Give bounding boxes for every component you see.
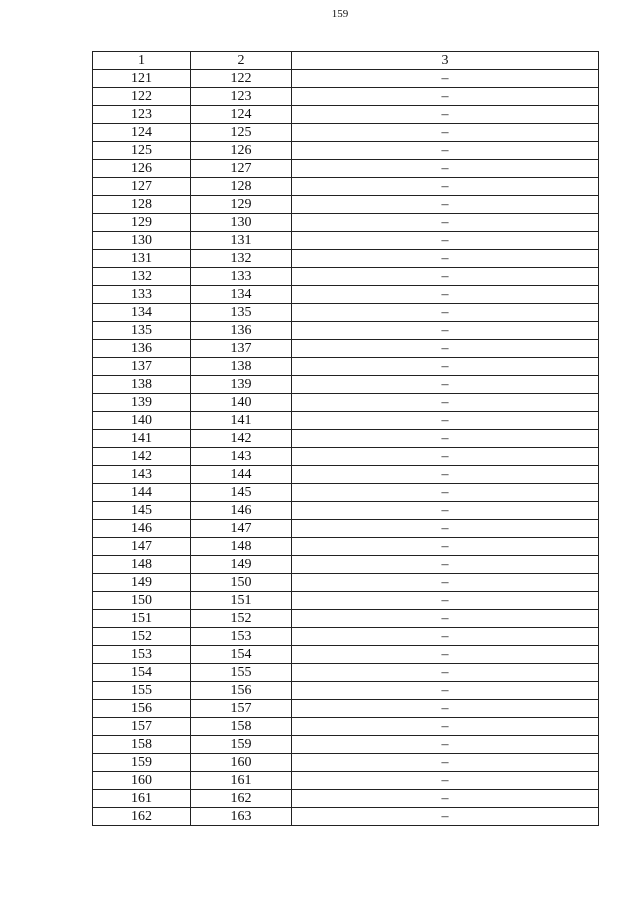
table-row xyxy=(93,574,599,592)
table-cell-col-2: 151 xyxy=(191,592,292,610)
table-cell-col-1: 146 xyxy=(93,520,191,538)
table-row xyxy=(93,70,599,88)
table-cell-col-2: 133 xyxy=(191,268,292,286)
table-cell-col-3: – xyxy=(292,214,599,232)
table-cell-col-3: – xyxy=(292,790,599,808)
table-cell-col-3: – xyxy=(292,628,599,646)
table-cell-col-1: 157 xyxy=(93,718,191,736)
table-cell-col-1: 158 xyxy=(93,736,191,754)
table-cell-col-1: 122 xyxy=(93,88,191,106)
table-cell-col-3: – xyxy=(292,700,599,718)
table-cell-col-3: – xyxy=(292,484,599,502)
table-cell-col-3: – xyxy=(292,610,599,628)
table-cell-col-2: 124 xyxy=(191,106,292,124)
table-cell-col-3: – xyxy=(292,178,599,196)
table-cell-col-3: – xyxy=(292,520,599,538)
table-row xyxy=(93,664,599,682)
table-cell-col-2: 162 xyxy=(191,790,292,808)
table-row xyxy=(93,250,599,268)
table-cell-col-1: 156 xyxy=(93,700,191,718)
table-row xyxy=(93,430,599,448)
table-row xyxy=(93,106,599,124)
table-row xyxy=(93,394,599,412)
table-cell-col-3: – xyxy=(292,664,599,682)
table-cell-col-3: – xyxy=(292,430,599,448)
table-row xyxy=(93,484,599,502)
table-cell-col-2: 145 xyxy=(191,484,292,502)
column-header-3: 3 xyxy=(292,52,599,70)
table-cell-col-2: 135 xyxy=(191,304,292,322)
table-row xyxy=(93,178,599,196)
table-cell-col-3: – xyxy=(292,124,599,142)
table-row xyxy=(93,304,599,322)
table-cell-col-2: 127 xyxy=(191,160,292,178)
table-row xyxy=(93,376,599,394)
table-cell-col-2: 126 xyxy=(191,142,292,160)
table-cell-col-1: 153 xyxy=(93,646,191,664)
table-cell-col-3: – xyxy=(292,268,599,286)
table-cell-col-1: 148 xyxy=(93,556,191,574)
table-cell-col-2: 131 xyxy=(191,232,292,250)
table-cell-col-1: 161 xyxy=(93,790,191,808)
table-cell-col-1: 123 xyxy=(93,106,191,124)
table-cell-col-3: – xyxy=(292,646,599,664)
table-row xyxy=(93,538,599,556)
table-row xyxy=(93,700,599,718)
table-cell-col-1: 152 xyxy=(93,628,191,646)
table-cell-col-1: 130 xyxy=(93,232,191,250)
table-cell-col-1: 162 xyxy=(93,808,191,826)
table-cell-col-2: 138 xyxy=(191,358,292,376)
table-row xyxy=(93,232,599,250)
table-cell-col-3: – xyxy=(292,394,599,412)
table-cell-col-2: 137 xyxy=(191,340,292,358)
table-row xyxy=(93,358,599,376)
data-table xyxy=(92,51,599,826)
table-cell-col-3: – xyxy=(292,466,599,484)
table-cell-col-3: – xyxy=(292,754,599,772)
table-cell-col-3: – xyxy=(292,106,599,124)
table-cell-col-3: – xyxy=(292,196,599,214)
table-cell-col-1: 139 xyxy=(93,394,191,412)
table-row xyxy=(93,736,599,754)
table-cell-col-2: 157 xyxy=(191,700,292,718)
table-cell-col-2: 148 xyxy=(191,538,292,556)
table-cell-col-1: 160 xyxy=(93,772,191,790)
table-row xyxy=(93,286,599,304)
table-cell-col-3: – xyxy=(292,682,599,700)
table-cell-col-1: 147 xyxy=(93,538,191,556)
table-body xyxy=(93,70,599,826)
table-row xyxy=(93,214,599,232)
table-cell-col-1: 127 xyxy=(93,178,191,196)
table-cell-col-3: – xyxy=(292,232,599,250)
table-cell-col-2: 144 xyxy=(191,466,292,484)
table-row xyxy=(93,340,599,358)
table-cell-col-3: – xyxy=(292,322,599,340)
table-cell-col-2: 123 xyxy=(191,88,292,106)
table-row xyxy=(93,610,599,628)
table-cell-col-1: 131 xyxy=(93,250,191,268)
table-cell-col-3: – xyxy=(292,358,599,376)
table-row xyxy=(93,196,599,214)
table-cell-col-2: 152 xyxy=(191,610,292,628)
table-cell-col-2: 132 xyxy=(191,250,292,268)
table-cell-col-1: 136 xyxy=(93,340,191,358)
table-cell-col-2: 128 xyxy=(191,178,292,196)
table-cell-col-1: 140 xyxy=(93,412,191,430)
table-cell-col-1: 151 xyxy=(93,610,191,628)
table-row xyxy=(93,718,599,736)
table-row xyxy=(93,466,599,484)
table-cell-col-1: 141 xyxy=(93,430,191,448)
table-cell-col-3: – xyxy=(292,250,599,268)
table-cell-col-2: 150 xyxy=(191,574,292,592)
column-header-1: 1 xyxy=(93,52,191,70)
table-cell-col-3: – xyxy=(292,88,599,106)
table-cell-col-2: 143 xyxy=(191,448,292,466)
table-row xyxy=(93,682,599,700)
table-cell-col-1: 134 xyxy=(93,304,191,322)
table-cell-col-3: – xyxy=(292,70,599,88)
table-row xyxy=(93,448,599,466)
table-row xyxy=(93,88,599,106)
table-cell-col-1: 150 xyxy=(93,592,191,610)
table-cell-col-2: 140 xyxy=(191,394,292,412)
table-cell-col-1: 137 xyxy=(93,358,191,376)
table-cell-col-2: 125 xyxy=(191,124,292,142)
table-cell-col-3: – xyxy=(292,412,599,430)
table-row xyxy=(93,772,599,790)
table-row xyxy=(93,160,599,178)
table-cell-col-1: 145 xyxy=(93,502,191,520)
table-row xyxy=(93,556,599,574)
table-cell-col-3: – xyxy=(292,772,599,790)
table-row xyxy=(93,502,599,520)
table-cell-col-3: – xyxy=(292,808,599,826)
table-cell-col-1: 124 xyxy=(93,124,191,142)
table-cell-col-2: 159 xyxy=(191,736,292,754)
table-cell-col-2: 146 xyxy=(191,502,292,520)
table-cell-col-1: 149 xyxy=(93,574,191,592)
table-cell-col-3: – xyxy=(292,286,599,304)
table-row xyxy=(93,142,599,160)
table-row xyxy=(93,754,599,772)
table-cell-col-2: 141 xyxy=(191,412,292,430)
table-cell-col-2: 160 xyxy=(191,754,292,772)
table-cell-col-2: 134 xyxy=(191,286,292,304)
table-cell-col-1: 128 xyxy=(93,196,191,214)
table-cell-col-3: – xyxy=(292,142,599,160)
table-cell-col-2: 163 xyxy=(191,808,292,826)
table-cell-col-2: 139 xyxy=(191,376,292,394)
table-cell-col-2: 158 xyxy=(191,718,292,736)
table-cell-col-1: 133 xyxy=(93,286,191,304)
table-cell-col-2: 153 xyxy=(191,628,292,646)
table-header xyxy=(93,52,599,70)
table-cell-col-3: – xyxy=(292,376,599,394)
table-cell-col-2: 122 xyxy=(191,70,292,88)
table-cell-col-2: 147 xyxy=(191,520,292,538)
table-cell-col-1: 121 xyxy=(93,70,191,88)
header-row xyxy=(93,52,599,70)
table-cell-col-1: 126 xyxy=(93,160,191,178)
table-cell-col-1: 155 xyxy=(93,682,191,700)
table-cell-col-2: 154 xyxy=(191,646,292,664)
table-row xyxy=(93,322,599,340)
table-cell-col-3: – xyxy=(292,736,599,754)
table-cell-col-2: 129 xyxy=(191,196,292,214)
table-cell-col-2: 161 xyxy=(191,772,292,790)
table-cell-col-3: – xyxy=(292,340,599,358)
table-cell-col-3: – xyxy=(292,502,599,520)
table-cell-col-2: 130 xyxy=(191,214,292,232)
table-row xyxy=(93,124,599,142)
table-row xyxy=(93,268,599,286)
column-header-2: 2 xyxy=(191,52,292,70)
table-cell-col-1: 125 xyxy=(93,142,191,160)
table-row xyxy=(93,808,599,826)
table-cell-col-3: – xyxy=(292,592,599,610)
table-row xyxy=(93,412,599,430)
table-cell-col-2: 156 xyxy=(191,682,292,700)
table-cell-col-1: 138 xyxy=(93,376,191,394)
page-number: 159 xyxy=(331,8,349,20)
table-row xyxy=(93,646,599,664)
table-row xyxy=(93,790,599,808)
table-row xyxy=(93,520,599,538)
table-cell-col-2: 155 xyxy=(191,664,292,682)
table-cell-col-1: 159 xyxy=(93,754,191,772)
table-cell-col-3: – xyxy=(292,718,599,736)
table-cell-col-2: 142 xyxy=(191,430,292,448)
table-cell-col-2: 149 xyxy=(191,556,292,574)
table-cell-col-3: – xyxy=(292,538,599,556)
table-cell-col-1: 142 xyxy=(93,448,191,466)
table-row xyxy=(93,592,599,610)
table-cell-col-3: – xyxy=(292,160,599,178)
table-cell-col-1: 132 xyxy=(93,268,191,286)
table-cell-col-1: 135 xyxy=(93,322,191,340)
table-cell-col-1: 143 xyxy=(93,466,191,484)
table-cell-col-3: – xyxy=(292,304,599,322)
table-cell-col-3: – xyxy=(292,574,599,592)
table-cell-col-3: – xyxy=(292,556,599,574)
table-cell-col-1: 129 xyxy=(93,214,191,232)
table-cell-col-1: 154 xyxy=(93,664,191,682)
table-row xyxy=(93,628,599,646)
table-cell-col-2: 136 xyxy=(191,322,292,340)
table-cell-col-3: – xyxy=(292,448,599,466)
table-cell-col-1: 144 xyxy=(93,484,191,502)
